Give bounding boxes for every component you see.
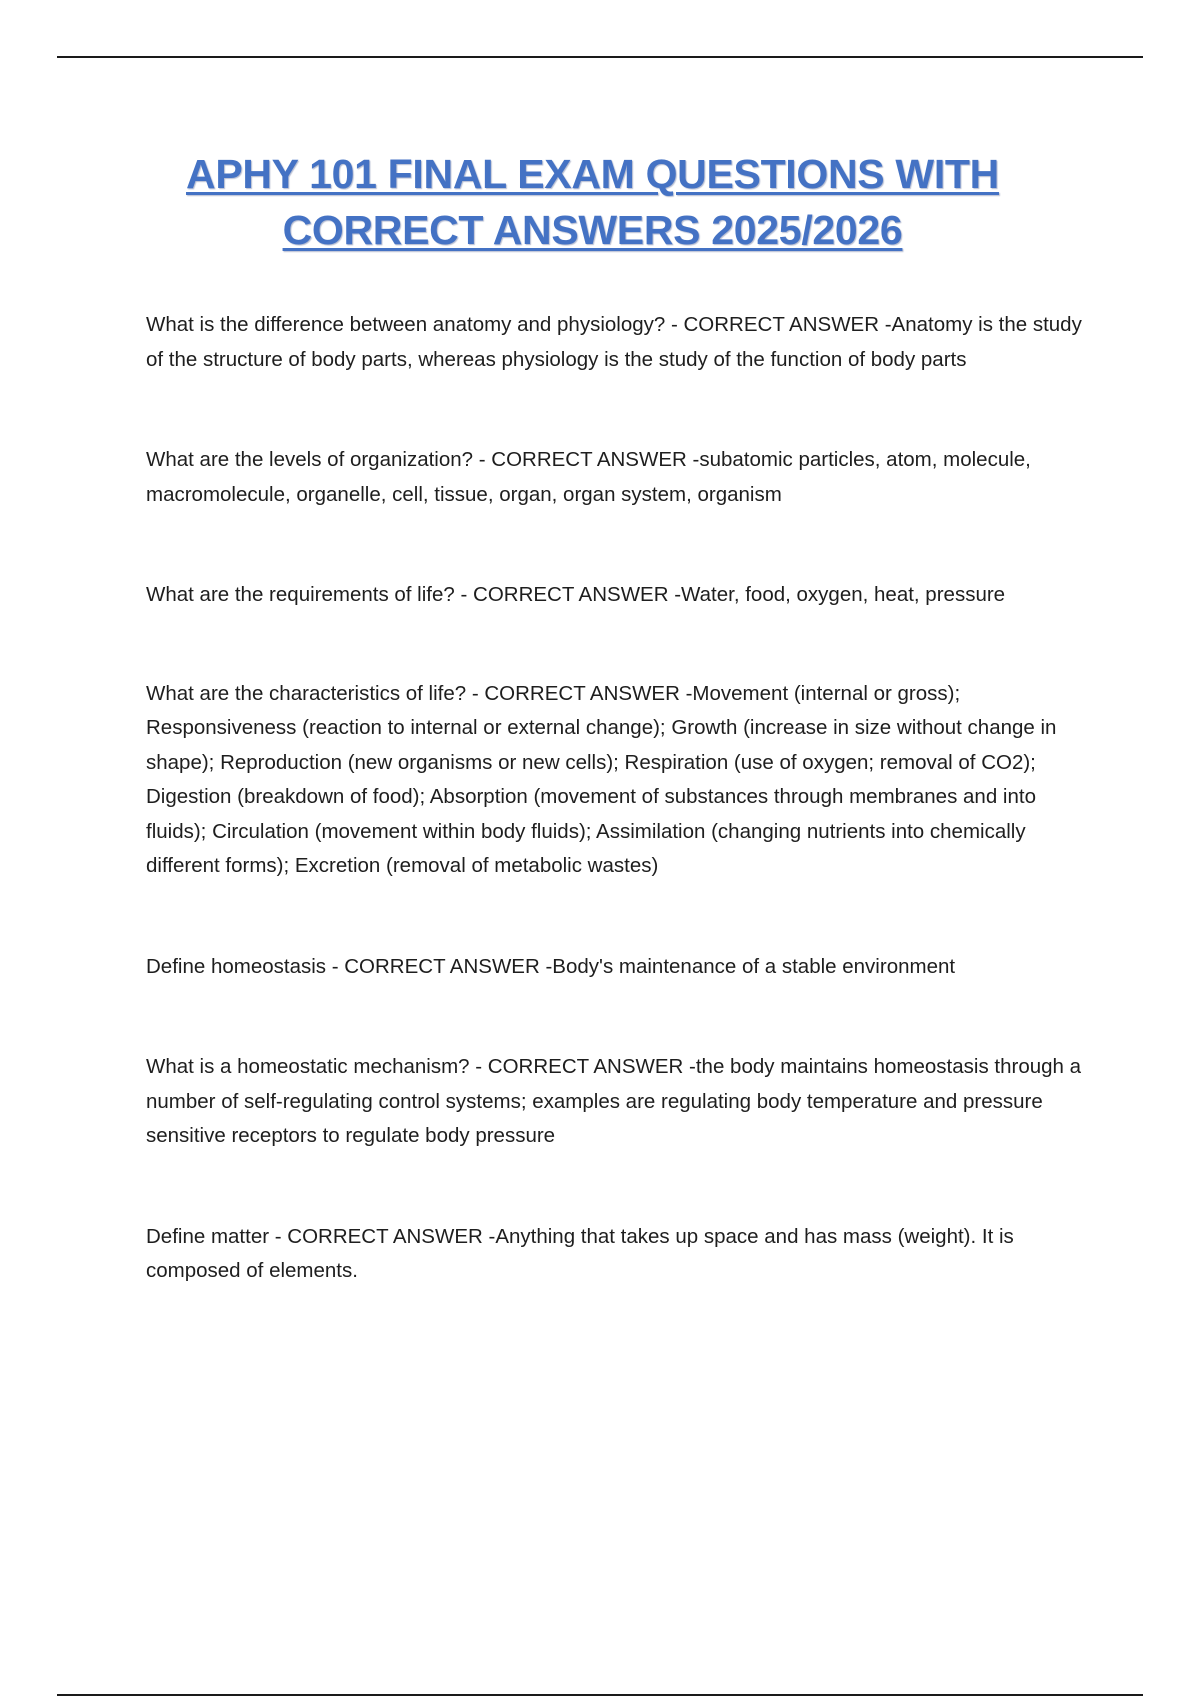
- document-title: [100, 146, 1085, 258]
- qa-item-homeostasis: Define homeostasis - CORRECT ANSWER -Body's maintenance of a stable environment: [146, 954, 956, 978]
- qa-item-characteristics-of-life: What are the characteristics of life? - CORRECT ANSWER -Movement (internal or gross); Responsiveness (reaction to internal or external change); Growth (increase in size without change in shape); Reproduction (new organisms or new cells); Respiration (use of oxygen; removal of CO2); Digestion (breakdown of food); Absorption (movement of substances through membranes and into fluids); Circulation (movement within body fluids); Assimilation (changing nutrients into chemically different forms); Excretion (removal of metabolic wastes): [146, 681, 1057, 877]
- top-rule: [57, 56, 1143, 58]
- qa-item-homeostatic-mechanism: What is a homeostatic mechanism? - CORRECT ANSWER -the body maintains homeostasis through a number of self-regulating control systems; examples are regulating body temperature and pressure sensitive receptors to regulate body pressure: [146, 1055, 1082, 1147]
- qa-item-levels-of-organization: What are the levels of organization? - CORRECT ANSWER -subatomic particles, atom, molecule, macromolecule, organelle, cell, tissue, organ, organ system, organism: [146, 448, 1031, 506]
- document-title-line-2: CORRECT ANSWERS 2025/2026: [282, 207, 903, 253]
- document-title-line-1: APHY 101 FINAL EXAM QUESTIONS WITH: [186, 151, 999, 197]
- qa-item-anatomy-physiology: What is the difference between anatomy and physiology? - CORRECT ANSWER -Anatomy is the study of the structure of body parts, whereas physiology is the study of the function of body parts: [146, 313, 1082, 371]
- qa-item-matter: Define matter - CORRECT ANSWER -Anything that takes up space and has mass (weight). It is composed of elements.: [146, 1224, 1014, 1282]
- qa-list: [146, 308, 1096, 1289]
- bottom-rule: [57, 1694, 1143, 1696]
- qa-item-requirements-of-life: What are the requirements of life? - CORRECT ANSWER -Water, food, oxygen, heat, pressure: [146, 583, 1006, 606]
